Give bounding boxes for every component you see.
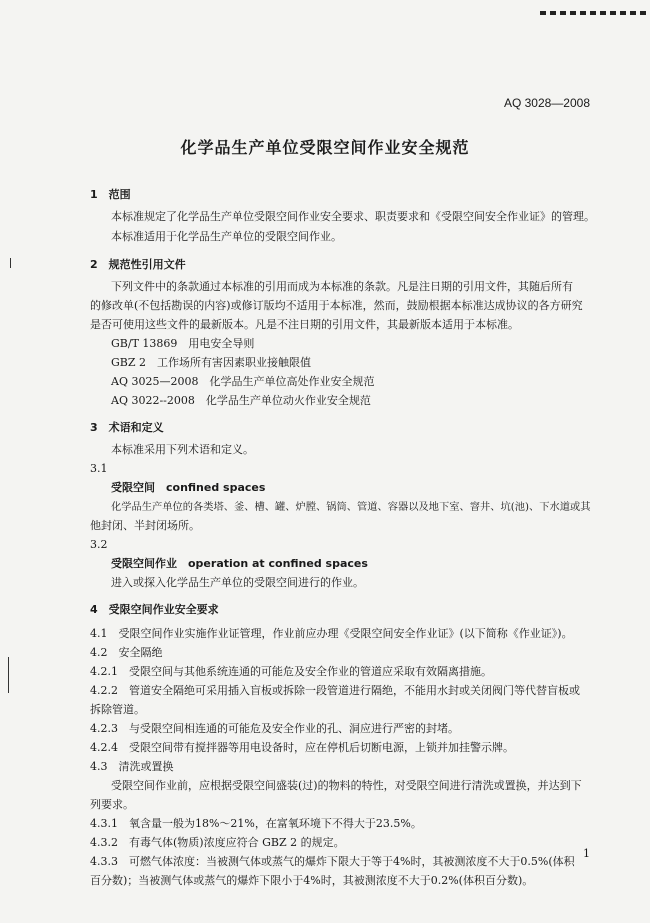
margin-mark (8, 657, 9, 693)
term-entry: 受限空间 confined spaces (111, 481, 266, 494)
document-title: 化学品生产单位受限空间作业安全规范 (180, 138, 470, 157)
paragraph-line: 进入或探入化学品生产单位的受限空间进行的作业。 (111, 576, 364, 589)
term-entry: 受限空间作业 operation at confined spaces (111, 557, 368, 570)
paragraph-line: 本标准适用于化学品生产单位的受限空间作业。 (111, 230, 342, 243)
paragraph-line: 的修改单(不包括勘误的内容)或修订版均不适用于本标准，然而，鼓励根据本标准达成协议的各方研究 (90, 299, 583, 312)
paragraph-line: 是否可使用这些文件的最新版本。凡是不注日期的引用文件，其最新版本适用于本标准。 (90, 318, 519, 331)
paragraph-line: 下列文件中的条款通过本标准的引用而成为本标准的条款。凡是注日期的引用文件，其随后所有 (111, 280, 573, 293)
paragraph-line: 拆除管道。 (90, 703, 145, 716)
clause-line: 4.2 安全隔绝 (90, 646, 163, 659)
paragraph-line: 本标准采用下列术语和定义。 (111, 443, 254, 456)
clause-number: 3.2 (90, 538, 108, 551)
clause-line: 4.3.3 可燃气体浓度：当被测气体或蒸气的爆炸下限大于等于4%时，其被测浓度不大于0.5%(体积 (90, 855, 575, 868)
paragraph-line: 他封闭、半封闭场所。 (90, 519, 200, 532)
paragraph-line: 列要求。 (90, 798, 134, 811)
section-heading: 2 规范性引用文件 (90, 258, 186, 271)
paragraph-line: 本标准规定了化学品生产单位受限空间作业安全要求、职责要求和《受限空间安全作业证》的管理。 (111, 210, 595, 223)
clause-line: 4.3 清洗或置换 (90, 760, 174, 773)
clause-number: 3.1 (90, 462, 108, 475)
margin-mark (10, 258, 11, 268)
clause-line: 4.1 受限空间作业实施作业证管理，作业前应办理《受限空间安全作业证》(以下简称《作业证》)。 (90, 627, 573, 640)
reference-item: GB/T 13869 用电安全导则 (111, 337, 255, 350)
clause-line: 4.2.2 管道安全隔绝可采用插入盲板或拆除一段管道进行隔绝，不能用水封或关闭阀门等代替盲板或 (90, 684, 580, 697)
paragraph-line: 受限空间作业前，应根据受限空间盛装(过)的物料的特性，对受限空间进行清洗或置换，并达到下 (111, 779, 582, 792)
reference-item: GBZ 2 工作场所有害因素职业接触限值 (111, 356, 312, 369)
reference-item: AQ 3022--2008 化学品生产单位动火作业安全规范 (111, 394, 371, 407)
reference-item: AQ 3025—2008 化学品生产单位高处作业安全规范 (111, 375, 375, 388)
clause-line: 4.2.3 与受限空间相连通的可能危及安全作业的孔、洞应进行严密的封堵。 (90, 722, 459, 735)
section-heading: 3 术语和定义 (90, 421, 164, 434)
section-heading: 1 范围 (90, 188, 131, 201)
paragraph-line: 化学品生产单位的各类塔、釜、槽、罐、炉膛、锅筒、管道、容器以及地下室、窨井、坑(池)、下水道或其 (111, 501, 591, 513)
scan-edge-marks (540, 0, 650, 4)
page-number: 1 (583, 847, 590, 860)
clause-line: 4.2.1 受限空间与其他系统连通的可能危及安全作业的管道应采取有效隔离措施。 (90, 665, 492, 678)
paragraph-line: 百分数)；当被测气体或蒸气的爆炸下限小于4%时，其被测浓度不大于0.2%(体积百分数)。 (90, 874, 534, 887)
clause-line: 4.3.2 有毒气体(物质)浓度应符合 GBZ 2 的规定。 (90, 836, 345, 849)
document-code: AQ 3028—2008 (503, 96, 590, 110)
clause-line: 4.2.4 受限空间带有搅拌器等用电设备时，应在停机后切断电源，上锁并加挂警示牌。 (90, 741, 514, 754)
section-heading: 4 受限空间作业安全要求 (90, 603, 219, 616)
clause-line: 4.3.1 氧含量一般为18%～21%，在富氧环境下不得大于23.5%。 (90, 817, 422, 830)
